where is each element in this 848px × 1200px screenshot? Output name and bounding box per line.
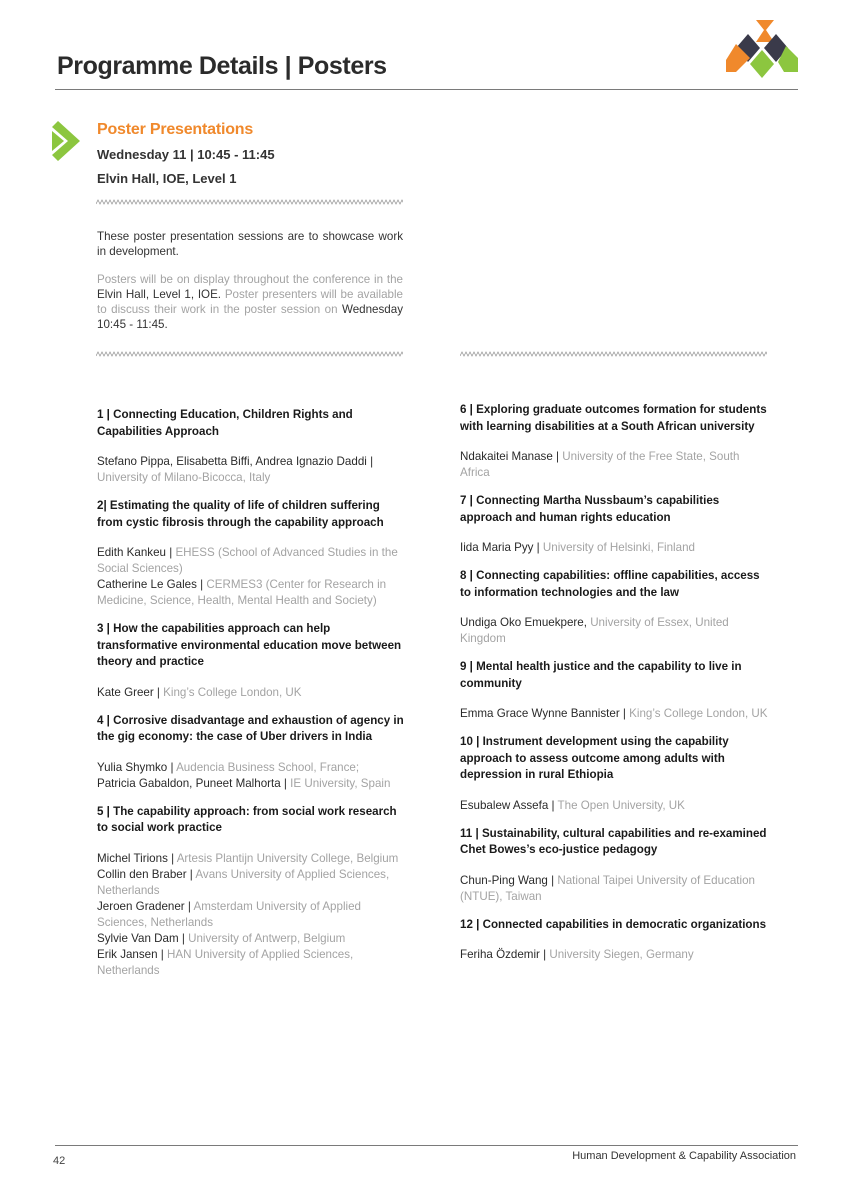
poster-entry [97, 804, 407, 979]
poster-presenter: Erik Jansen | HAN University of Applied Sciences, Netherlands [97, 947, 354, 977]
poster-title: 9 | Mental health justice and the capability to live in community [460, 660, 742, 690]
poster-title: 12 | Connected capabilities in democratic organizations [460, 917, 767, 931]
poster-title: 5 | The capability approach: from social work research to social work practice [97, 804, 397, 834]
poster-title: 8 | Connecting capabilities: offline capabilities, access to information technologies and the law [460, 569, 760, 599]
poster-title: 3 | How the capabilities approach can help transformative environmental education move between theory and practice [97, 622, 402, 668]
poster-title: 10 | Instrument development using the capability approach to assess outcome among adults with depression in rural Ethiopia [460, 735, 729, 781]
poster-title: 1 | Connecting Education, Children Rights and Capabilities Approach [97, 408, 353, 438]
poster-list-left [97, 407, 407, 991]
section-title: Poster Presentations [97, 121, 254, 138]
poster-entry [460, 659, 770, 722]
poster-presenter: Esubalew Assefa | The Open University, UK [460, 798, 685, 812]
poster-entry [97, 713, 407, 792]
poster-presenter: Collin den Braber | Avans University of Applied Sciences, Netherlands [97, 867, 390, 897]
footer-divider [55, 1145, 798, 1146]
poster-presenter: Patricia Gabaldon, Puneet Malhorta | IE University, Spain [97, 776, 391, 790]
poster-entry [460, 568, 770, 647]
poster-entry [460, 734, 770, 814]
chevron-right-icon [52, 121, 80, 161]
poster-presenter: Undiga Oko Emuekpere, University of Essex, United Kingdom [460, 616, 729, 645]
poster-presenter: Feriha Özdemir | University Siegen, Germany [460, 948, 694, 961]
header-divider [55, 89, 798, 90]
poster-title: 4 | Corrosive disadvantage and exhaustion of agency in the gig economy: the case of Uber drivers in India [97, 713, 404, 743]
poster-presenter: Jeroen Gradener | Amsterdam University of Applied Sciences, Netherlands [97, 899, 362, 929]
poster-presenter: Emma Grace Wynne Bannister | King’s College London, UK [460, 707, 768, 720]
poster-entry [97, 407, 407, 486]
poster-entry [460, 493, 770, 556]
hdca-logo-icon [726, 20, 798, 80]
poster-title: 2| Estimating the quality of life of children suffering from cystic fibrosis through the capability approach [97, 499, 384, 529]
zigzag-divider [96, 351, 403, 357]
poster-presenter: Ndakaitei Manase | University of the Free State, South Africa [460, 450, 740, 479]
poster-presenter: Edith Kankeu | EHESS (School of Advanced Studies in the Social Sciences) [97, 546, 398, 575]
page-title: Programme Details | Posters [57, 52, 387, 80]
poster-list-right [460, 402, 770, 975]
zigzag-divider [96, 199, 403, 205]
poster-presenter: Sylvie Van Dam | University of Antwerp, Belgium [97, 931, 346, 945]
poster-title: 7 | Connecting Martha Nussbaum’s capabilities approach and human rights education [460, 494, 720, 524]
poster-presenter: Chun-Ping Wang | National Taipei University of Education (NTUE), Taiwan [460, 873, 755, 903]
poster-entry [460, 402, 770, 481]
poster-entry [460, 917, 770, 964]
poster-presenter: Iida Maria Pyy | University of Helsinki, Finland [460, 541, 695, 554]
session-location: Elvin Hall, IOE, Level 1 [97, 171, 237, 186]
page-number: 42 [53, 1155, 66, 1167]
zigzag-divider [460, 351, 767, 357]
poster-presenter: Michel Tirions | Artesis Plantijn University College, Belgium [97, 851, 399, 865]
organization-name: Human Development & Capability Association [572, 1150, 796, 1162]
poster-title: 11 | Sustainability, cultural capabilities and re-examined Chet Bowes’s eco-justice pedagogy [460, 826, 767, 856]
poster-entry [460, 826, 770, 905]
intro-paragraph-display: Posters will be on display throughout the conference in the Elvin Hall, Level 1, IOE. Poster presenters will be available to discuss their work in the poster session on Wednesday 10:45 - 11:45. [97, 273, 403, 331]
poster-presenter: Kate Greer | King’s College London, UK [97, 685, 302, 699]
poster-presenter: Yulia Shymko | Audencia Business School, France; [97, 760, 360, 774]
poster-title: 6 | Exploring graduate outcomes formation for students with learning disabilities at a South African university [460, 403, 767, 433]
poster-entry [97, 621, 407, 701]
poster-presenter: Stefano Pippa, Elisabetta Biffi, Andrea Ignazio Daddi | University of Milano-Bicocca, Italy [97, 455, 374, 484]
poster-presenter: Catherine Le Gales | CERMES3 (Center for Research in Medicine, Science, Health, Mental Health and Society) [97, 578, 387, 607]
poster-entry [97, 498, 407, 609]
session-datetime: Wednesday 11 | 10:45 - 11:45 [97, 147, 275, 162]
intro-paragraph: These poster presentation sessions are to showcase work in development. [97, 230, 403, 258]
